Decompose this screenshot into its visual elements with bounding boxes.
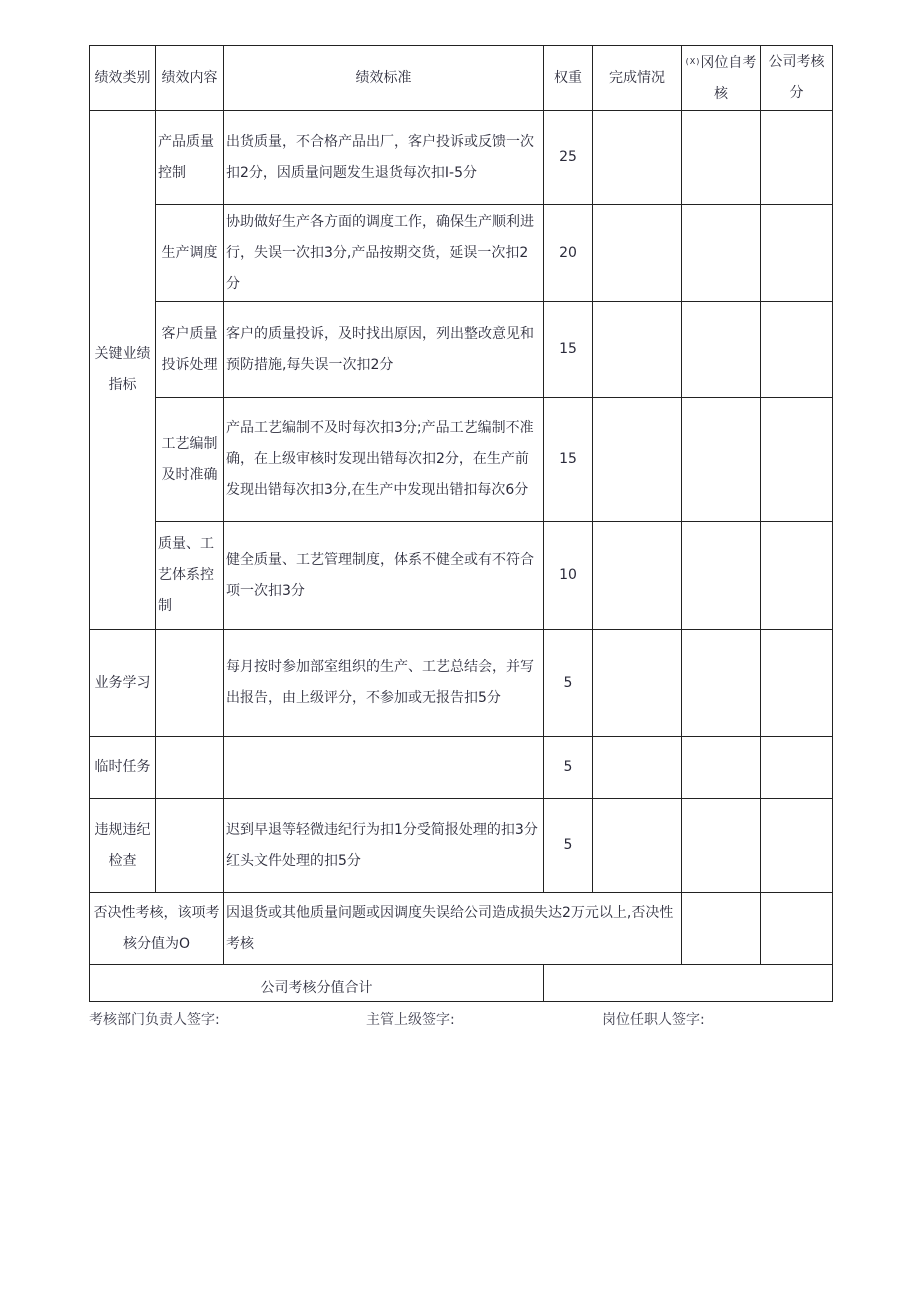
dept-head-signature: 考核部门负责人签字: bbox=[89, 1012, 220, 1028]
signature-line bbox=[89, 1009, 832, 1033]
header-standard: 绩效标准 bbox=[224, 46, 544, 111]
row-weight: 5 bbox=[544, 630, 593, 737]
row-weight: 5 bbox=[544, 799, 593, 893]
row-self-eval-cell[interactable] bbox=[682, 111, 761, 205]
row-weight: 5 bbox=[544, 737, 593, 799]
row-self-eval-cell[interactable] bbox=[682, 398, 761, 522]
row-self-eval-cell[interactable] bbox=[682, 522, 761, 630]
row-weight: 10 bbox=[544, 522, 593, 630]
row-completion-cell[interactable] bbox=[593, 522, 682, 630]
row-content-empty bbox=[156, 799, 224, 893]
row-completion-cell[interactable] bbox=[593, 111, 682, 205]
row-content: 质量、工艺体系控制 bbox=[156, 522, 224, 630]
row-standard: 客户的质量投诉，及时找出原因，列出整改意见和预防措施,每失误一次扣2分 bbox=[224, 302, 544, 398]
total-value-cell[interactable] bbox=[544, 965, 833, 1002]
row-self-eval-cell[interactable] bbox=[682, 302, 761, 398]
veto-row bbox=[90, 893, 833, 965]
row-completion-cell[interactable] bbox=[593, 302, 682, 398]
header-self-prefix: (X) bbox=[685, 57, 701, 66]
veto-self-eval-cell[interactable] bbox=[682, 893, 761, 965]
row-weight: 25 bbox=[544, 111, 593, 205]
table-row bbox=[90, 111, 833, 205]
row-company-score-cell[interactable] bbox=[761, 737, 833, 799]
header-self-eval-label: 冈位自考核 bbox=[700, 55, 757, 102]
row-content: 客户质量投诉处理 bbox=[156, 302, 224, 398]
employee-signature: 岗位任职人签字: bbox=[602, 1012, 705, 1028]
total-row bbox=[90, 965, 833, 1002]
header-self-eval bbox=[682, 46, 761, 111]
table-row bbox=[90, 205, 833, 302]
supervisor-signature: 主管上级签字: bbox=[366, 1012, 455, 1028]
table-row bbox=[90, 799, 833, 893]
row-weight: 15 bbox=[544, 398, 593, 522]
row-standard-line-1: 迟到早退等轻微违纪行为扣1分受简报处理的扣3分 bbox=[226, 821, 538, 838]
row-self-eval-cell[interactable] bbox=[682, 799, 761, 893]
row-company-score-cell[interactable] bbox=[761, 522, 833, 630]
veto-standard: 因退货或其他质量问题或因调度失误给公司造成损失达2万元以上,否决性考核 bbox=[224, 893, 682, 965]
row-content-empty bbox=[156, 630, 224, 737]
row-company-score-cell[interactable] bbox=[761, 799, 833, 893]
row-standard bbox=[224, 737, 544, 799]
table-row bbox=[90, 737, 833, 799]
header-content: 绩效内容 bbox=[156, 46, 224, 111]
row-content-empty bbox=[156, 737, 224, 799]
row-company-score-cell[interactable] bbox=[761, 205, 833, 302]
row-self-eval-cell[interactable] bbox=[682, 737, 761, 799]
header-completion: 完成情况 bbox=[593, 46, 682, 111]
row-category: 业务学习 bbox=[90, 630, 156, 737]
row-completion-cell[interactable] bbox=[593, 737, 682, 799]
row-category: 违规违纪检查 bbox=[90, 799, 156, 893]
table-row bbox=[90, 630, 833, 737]
header-weight: 权重 bbox=[544, 46, 593, 111]
row-content: 工艺编制及时准确 bbox=[156, 398, 224, 522]
row-company-score-cell[interactable] bbox=[761, 398, 833, 522]
veto-label: 否决性考核，该项考核分值为O bbox=[90, 893, 224, 965]
row-standard: 健全质量、工艺管理制度，体系不健全或有不符合项一次扣3分 bbox=[224, 522, 544, 630]
table-row bbox=[90, 522, 833, 630]
table-row bbox=[90, 302, 833, 398]
row-weight: 15 bbox=[544, 302, 593, 398]
row-standard bbox=[224, 799, 544, 893]
table-row bbox=[90, 398, 833, 522]
row-self-eval-cell[interactable] bbox=[682, 205, 761, 302]
table-header-row bbox=[90, 46, 833, 111]
header-company-score: 公司考核分 bbox=[761, 46, 833, 111]
row-completion-cell[interactable] bbox=[593, 630, 682, 737]
row-standard: 每月按时参加部室组织的生产、工艺总结会，并写出报告，由上级评分，不参加或无报告扣5分 bbox=[224, 630, 544, 737]
row-standard: 协助做好生产各方面的调度工作，确保生产顺利进行，失误一次扣3分,产品按期交货，延误一次扣2分 bbox=[224, 205, 544, 302]
row-completion-cell[interactable] bbox=[593, 205, 682, 302]
row-standard: 产品工艺编制不及时每次扣3分;产品工艺编制不准确，在上级审核时发现出错每次扣2分，在生产前发现出错每次扣3分,在生产中发现出错扣每次6分 bbox=[224, 398, 544, 522]
row-standard: 出货质量，不合格产品出厂，客户投诉或反馈一次扣2分，因质量问题发生退货每次扣I-5分 bbox=[224, 111, 544, 205]
row-content: 生产调度 bbox=[156, 205, 224, 302]
header-category: 绩效类别 bbox=[90, 46, 156, 111]
performance-evaluation-table bbox=[89, 45, 833, 1002]
row-weight: 20 bbox=[544, 205, 593, 302]
group-key-indicators: 关键业绩指标 bbox=[90, 111, 156, 630]
row-category: 临时任务 bbox=[90, 737, 156, 799]
row-standard-line-2: 红头文件处理的扣5分 bbox=[226, 852, 361, 869]
total-label: 公司考核分值合计 bbox=[90, 965, 544, 1002]
veto-company-score-cell[interactable] bbox=[761, 893, 833, 965]
row-company-score-cell[interactable] bbox=[761, 302, 833, 398]
row-completion-cell[interactable] bbox=[593, 799, 682, 893]
row-content: 产品质量控制 bbox=[156, 111, 224, 205]
row-self-eval-cell[interactable] bbox=[682, 630, 761, 737]
row-company-score-cell[interactable] bbox=[761, 111, 833, 205]
row-completion-cell[interactable] bbox=[593, 398, 682, 522]
row-company-score-cell[interactable] bbox=[761, 630, 833, 737]
